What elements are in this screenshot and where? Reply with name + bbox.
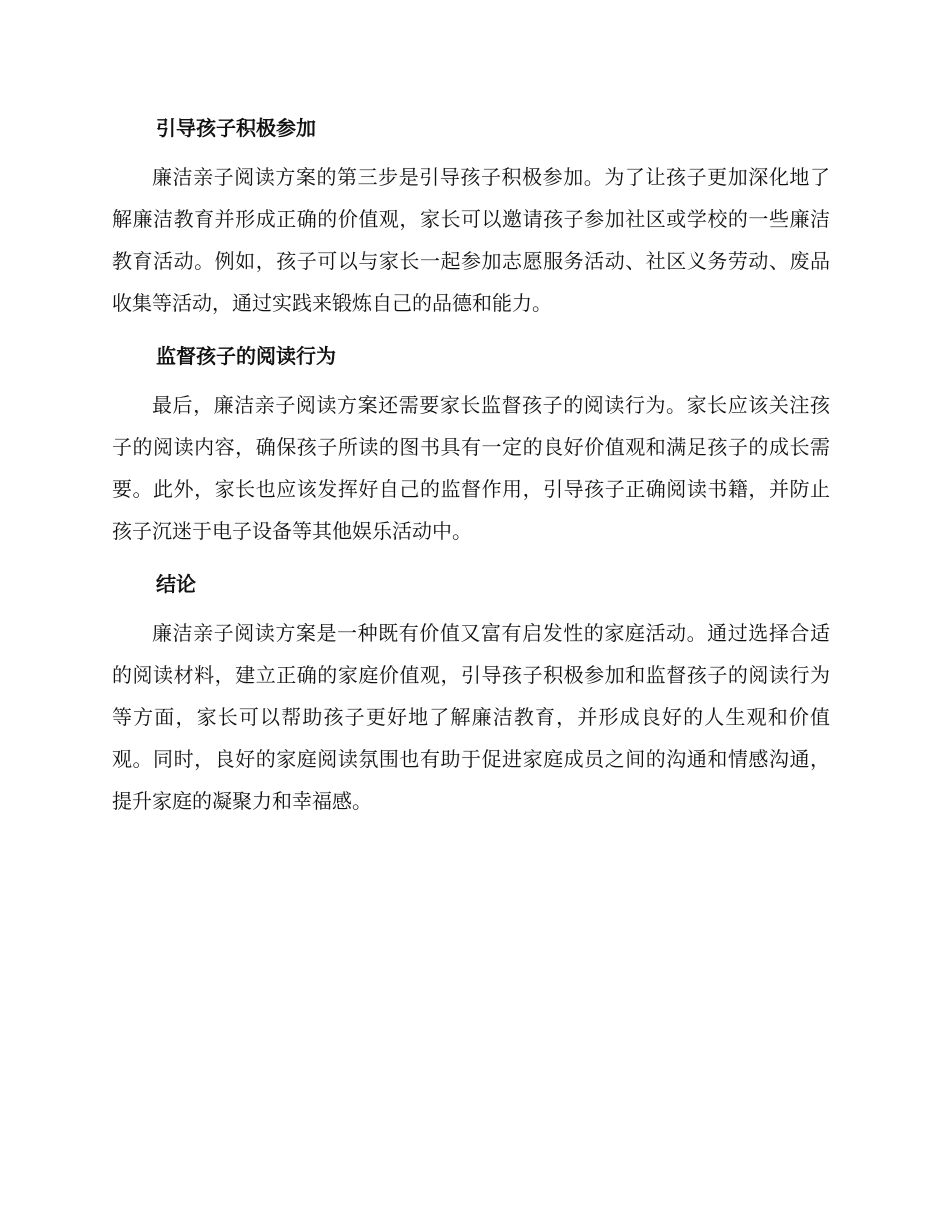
section-paragraph-conclusion: 廉洁亲子阅读方案是一种既有价值又富有启发性的家庭活动。通过选择合适的阅读材料，建立正确的家庭价值观，引导孩子积极参加和监督孩子的阅读行为等方面，家长可以帮助孩子更好地了解廉洁教育，并形成良好的人生观和价值观。同时，良好的家庭阅读氛围也有助于促进家庭成员之间的沟通和情感沟通，提升家庭的凝聚力和幸福感。: [112, 621, 830, 813]
section-heading-encourage-participation: 引导孩子积极参加: [156, 116, 316, 140]
section-paragraph-supervise-reading: 最后，廉洁亲子阅读方案还需要家长监督孩子的阅读行为。家长应该关注孩子的阅读内容，确保孩子所读的图书具有一定的良好价值观和满足孩子的成长需要。此外，家长也应该发挥好自己的监督作用，引导孩子正确阅读书籍，并防止孩子沉迷于电子设备等其他娱乐活动中。: [112, 393, 830, 543]
section-heading-supervise-reading: 监督孩子的阅读行为: [156, 344, 336, 368]
document-body: [112, 108, 830, 822]
section-heading-conclusion: 结论: [156, 572, 196, 596]
section-paragraph-encourage-participation: 廉洁亲子阅读方案的第三步是引导孩子积极参加。为了让孩子更加深化地了解廉洁教育并形成正确的价值观，家长可以邀请孩子参加社区或学校的一些廉洁教育活动。例如，孩子可以与家长一起参加志愿服务活动、社区义务劳动、废品收集等活动，通过实践来锻炼自己的品德和能力。: [112, 165, 830, 315]
